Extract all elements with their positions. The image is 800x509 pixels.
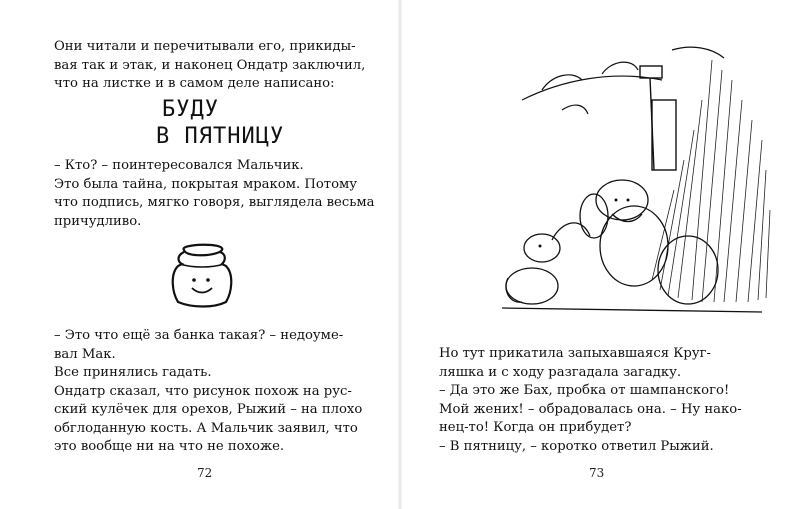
text-line: Ондатр сказал, что рисунок похож на рус-: [54, 383, 352, 399]
text-line: – Кто? – поинтересовался Мальчик.: [54, 158, 304, 173]
right-page: [400, 0, 800, 509]
text-line: Но тут прикатила запыхавшаяся Круг-: [439, 346, 711, 361]
text-line: – Да это же Бах, пробка от шампанского!: [439, 383, 730, 398]
text-line: Все принялись гадать.: [54, 365, 212, 380]
text-line: Мой жених! – обрадовалась она. – Ну нако-: [439, 401, 742, 417]
text-line: обглоданную кость. А Мальчик заявил, что: [54, 420, 358, 436]
text-line: это вообще ни на что не похоже.: [54, 439, 285, 454]
text-line: Это была тайна, покрытая мраком. Потому: [54, 176, 358, 192]
text-line: ляшка и с ходу разгадала загадку.: [439, 364, 682, 380]
text-line: вая так и этак, и наконец Ондатр заключил,: [54, 57, 366, 73]
right-paragraph-1: [439, 345, 742, 456]
text-line: ский кулёчек для орехов, Рыжий – на плохо: [54, 402, 363, 417]
page-number-right: 73: [589, 466, 605, 480]
left-paragraph-3: [54, 327, 362, 457]
handwritten-note-line-1: БУДУ: [162, 97, 219, 122]
text-line: Они читали и перечитывали его, прикиды-: [54, 39, 356, 54]
handwritten-note-line-2: В ПЯТНИЦУ: [156, 124, 285, 149]
text-line: причудливо.: [54, 213, 142, 229]
text-line: нец-то! Когда он прибудет?: [439, 420, 632, 435]
illustration: [462, 40, 782, 320]
text-line: – В пятницу, – коротко ответил Рыжий.: [439, 438, 714, 454]
page-number-left: 72: [197, 466, 213, 480]
text-line: – Это что ещё за банка такая? – недоуме-: [54, 328, 344, 343]
left-paragraph-1: [54, 38, 365, 94]
text-line: что подпись, мягко говоря, выглядела весьма: [54, 195, 375, 210]
left-paragraph-2: [54, 157, 375, 231]
text-line: вал Мак.: [54, 346, 116, 362]
text-line: что на листке и в самом деле написано:: [54, 76, 335, 91]
cork-signature-drawing: [164, 240, 240, 310]
